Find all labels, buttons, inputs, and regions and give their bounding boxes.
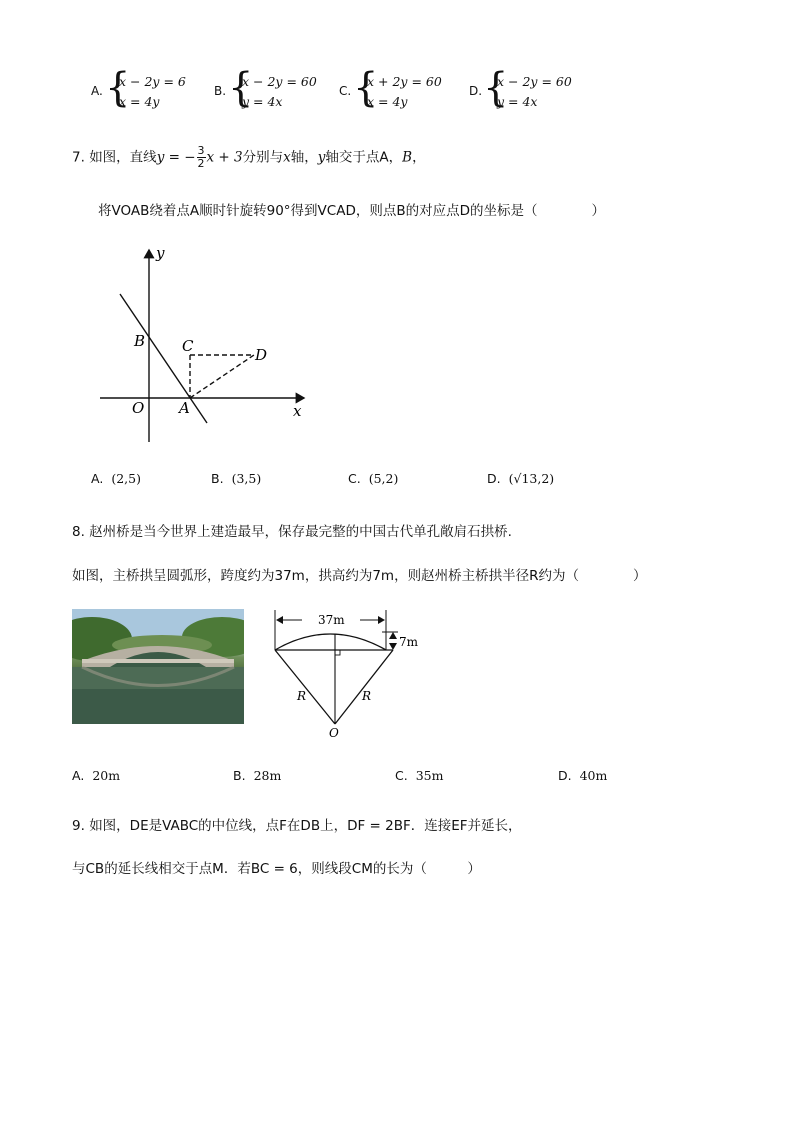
option-label: D. [469,84,483,98]
option-value: (2,5) [111,471,141,486]
option-label: B. [211,471,224,486]
option-value: 28m [253,768,282,783]
right-angle-mark [335,650,340,655]
equation-1: x − 2y = 6 [119,74,186,89]
option-label: A. [72,768,85,783]
center-o-label: O [329,726,339,740]
equation-2: y = 4x [497,94,538,109]
brace: { [228,65,254,111]
equation-1: x − 2y = 60 [242,74,317,89]
q7-text-a: 如图，直线 [89,149,157,166]
origin-label: O [132,399,145,417]
point-a-label: A [179,399,190,417]
option-label: C. [339,84,352,98]
q7-text-c: 轴， [290,149,318,166]
q7-line1 [72,145,426,170]
fraction-numerator: 3 [197,144,205,157]
option-label: B. [214,84,227,98]
option-value: (5,2) [368,471,399,486]
q8-arch-diagram [262,608,422,740]
option-label: A. [91,471,104,486]
q8-option-b [233,768,281,783]
radius-left [275,650,335,724]
q8-option-d [558,768,607,783]
q7-text-d: 轴交于点A， [325,149,403,166]
q8-line2: 如图，主桥拱呈圆弧形，跨度约为37m，拱高约为7m，则赵州桥主桥拱半径R约为（ ） [72,568,647,584]
q7-text-end: ， [412,149,426,166]
q8-line1 [72,520,512,540]
q7-coordinate-figure [100,240,315,445]
q7-text-b: 分别与 [242,149,284,166]
question-number: 7. [72,149,85,166]
q8-line1-text: 赵州桥是当今世界上建造最早，保存最完整的中国古代单孔敞肩石拱桥. [89,524,512,540]
zhaozhou-bridge-photo [72,609,244,724]
equation-2: y = 4x [242,94,283,109]
y-axis-label: y [156,244,165,262]
span-label: 37m [318,613,345,627]
x-axis-label: x [293,402,302,420]
fraction [197,145,206,170]
brace: { [483,65,509,111]
option-label: D. [558,768,572,783]
equation-1: x + 2y = 60 [367,74,442,89]
x-variable: x [283,149,291,166]
equation-2: x = 4y [119,94,160,109]
height-label: 7m [399,635,419,649]
option-label: A. [91,84,103,98]
q7-option-b [211,471,261,486]
bridge-photo-illustration [72,609,244,724]
q7-equation-rhs: x + 3 [206,149,243,166]
option-label: D. [487,471,501,486]
q9-line2: 与CB的延长线相交于点M．若BC = 6，则线段CM的长为（ ） [72,861,481,877]
point-d-label: D [255,346,268,364]
equation-2: x = 4y [367,94,408,109]
question-number: 8. [72,524,85,540]
option-value: (3,5) [231,471,262,486]
q7-option-a [91,471,141,486]
question-number: 9. [72,818,85,834]
point-b: B [402,149,413,166]
q8-option-c [395,768,443,783]
arch-curve [275,634,386,650]
radius-left-label: R [297,689,307,703]
option-label: C. [395,768,408,783]
q8-option-a [72,768,120,783]
equation-1: x − 2y = 60 [497,74,572,89]
q7-equation-lhs: y = − [156,149,196,166]
option-value: 20m [92,768,121,783]
q7-option-c [348,471,398,486]
option-value: 35m [415,768,444,783]
brace: { [105,65,131,111]
option-value: (√13,2) [508,471,555,486]
option-label: C. [348,471,361,486]
y-variable: y [317,149,326,166]
segment-ad [190,355,254,398]
brace: { [353,65,379,111]
q7-line2: 将VOAB绕着点A顺时针旋转90°得到VCAD，则点B的对应点D的坐标是（ ） [98,203,605,219]
q9-line1 [72,814,522,834]
fraction-denominator: 2 [197,157,205,170]
radius-right-label: R [362,689,372,703]
option-value: 40m [579,768,608,783]
q7-option-d [487,471,554,486]
point-b-label: B [134,332,146,350]
point-c-label: C [182,337,194,355]
radius-right [335,650,393,724]
option-label: B. [233,768,246,783]
q9-line1-text: 如图，DE是VABC的中位线，点F在DB上，DF = 2BF．连接EF并延长， [89,818,522,834]
